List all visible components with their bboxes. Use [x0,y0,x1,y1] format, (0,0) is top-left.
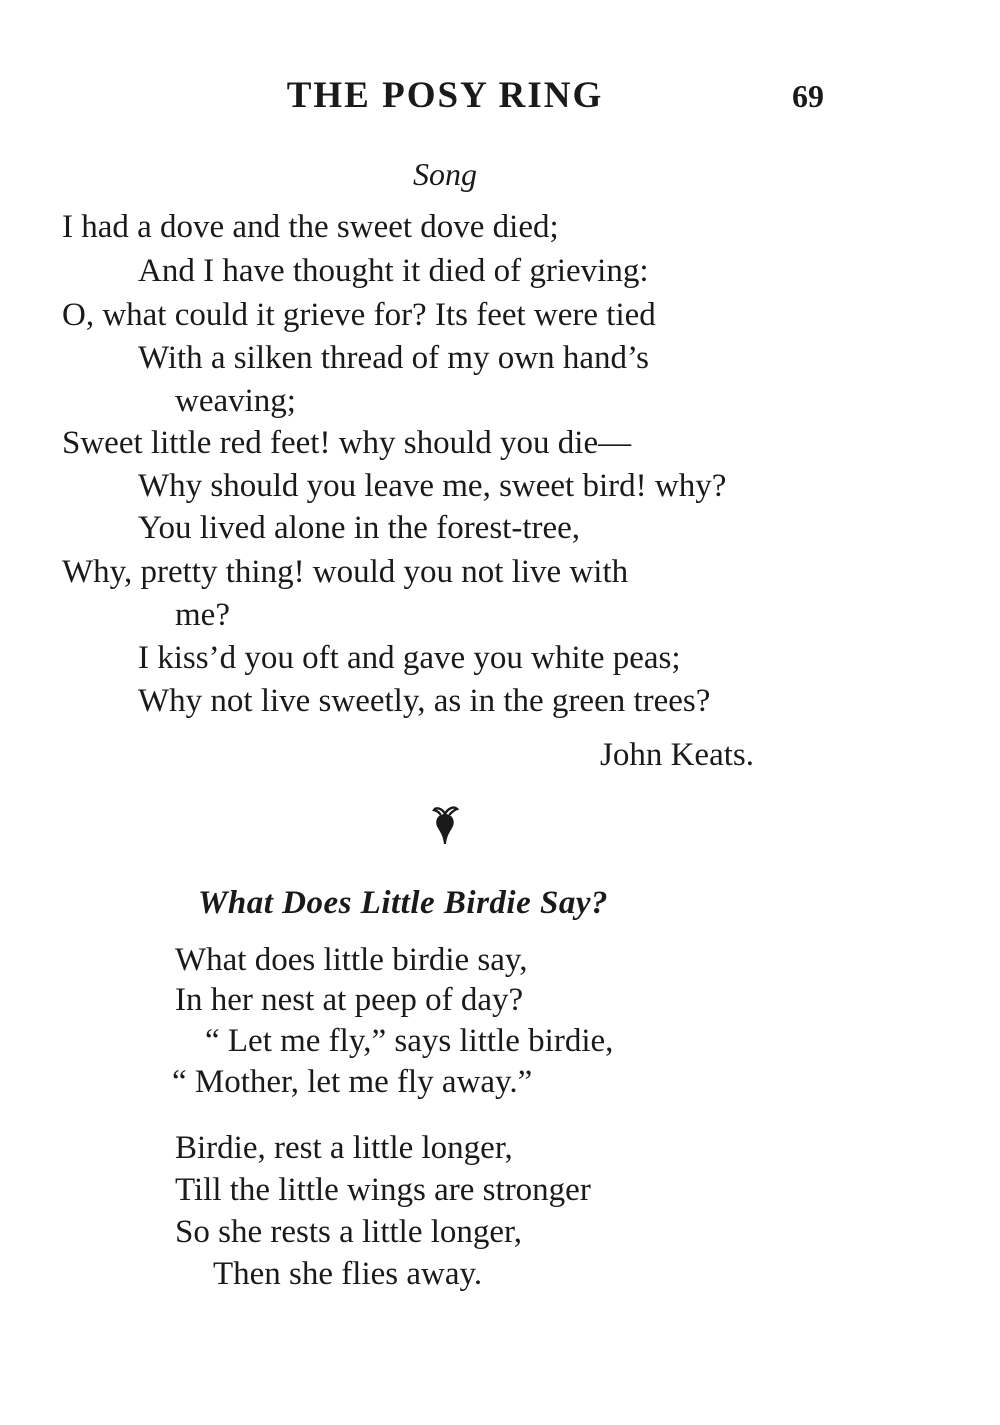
poem-line: “ Let me fly,” says little birdie, [205,1023,614,1059]
page-number: 69 [792,78,824,114]
running-title: THE POSY RING [286,75,604,116]
poem-title-birdie: What Does Little Birdie Say? [198,885,608,921]
poem-line: You lived alone in the forest-tree, [138,510,581,546]
poem-line: weaving; [175,383,296,419]
poem-line: With a silken thread of my own hand’s [138,340,649,376]
poem-line: In her nest at peep of day? [175,982,524,1018]
poem-line: Why, pretty thing! would you not live with [62,554,629,590]
poem-line: me? [175,597,230,633]
poem-line: Birdie, rest a little longer, [175,1130,513,1166]
poem-line: Why should you leave me, sweet bird! why? [138,468,727,504]
poem-line: What does little birdie say, [175,942,528,978]
poem-line: Then she flies away. [213,1256,483,1292]
poem-line: I kiss’d you oft and gave you white peas; [138,640,681,676]
poem-line: “ Mother, let me fly away.” [172,1064,533,1100]
author-attribution: John Keats. [600,737,754,773]
poem-line: Sweet little red feet! why should you die— [62,425,632,461]
poem-title-song: Song [413,156,477,192]
poem-line: O, what could it grieve for? Its feet were tied [62,297,656,333]
poem-line: Till the little wings are stronger [175,1172,591,1208]
poem-line: I had a dove and the sweet dove died; [62,209,559,245]
poem-line: So she rests a little longer, [175,1214,522,1250]
poem-line: Why not live sweetly, as in the green trees? [138,683,711,719]
poem-line: And I have thought it died of grieving: [138,253,649,289]
leaf-ornament-icon [425,800,465,850]
